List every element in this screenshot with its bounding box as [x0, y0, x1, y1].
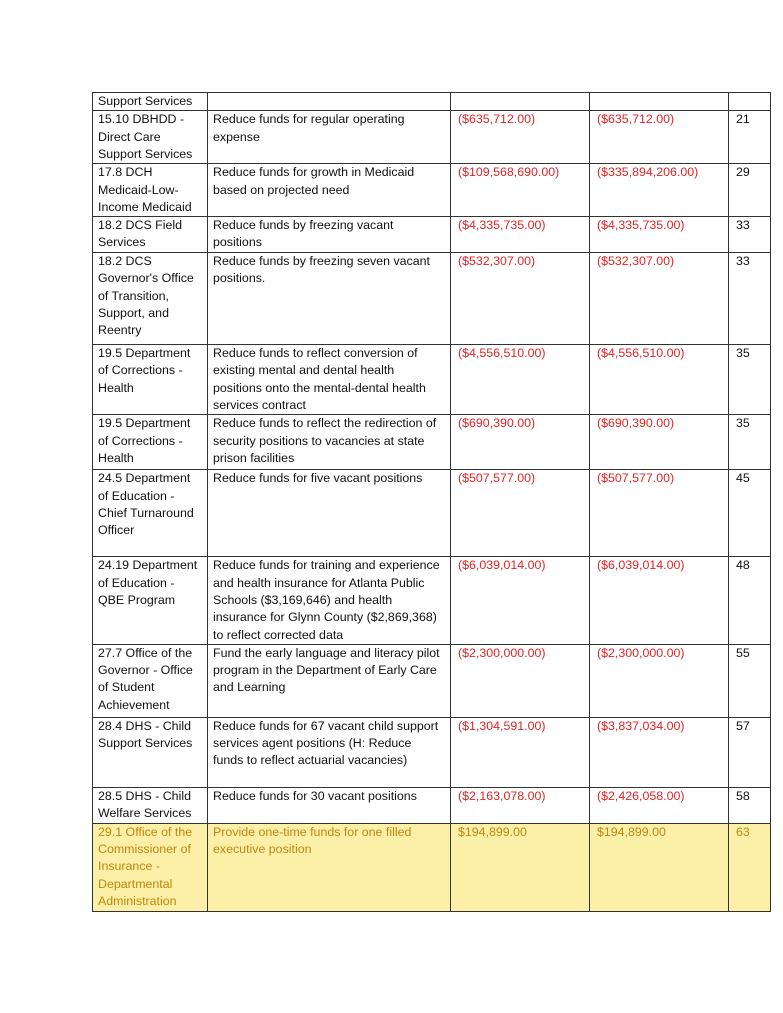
- table-row: [93, 415, 771, 470]
- amount-cell: ($635,712.00): [590, 111, 729, 164]
- description-cell: Reduce funds to reflect the redirection of security positions to vacancies at state prison facilities: [208, 415, 451, 470]
- document-page: [92, 92, 770, 912]
- table-row: [93, 787, 771, 823]
- amount-cell: $194,899.00: [590, 823, 729, 911]
- amount-cell: ($507,577.00): [590, 470, 729, 557]
- amount-cell: [451, 93, 590, 111]
- amount-cell: ($635,712.00): [451, 111, 590, 164]
- program-cell: 24.5 Department of Education - Chief Turnaround Officer: [93, 470, 208, 557]
- amount-cell: ($6,039,014.00): [451, 557, 590, 644]
- budget-table: [92, 92, 771, 912]
- table-row: [93, 557, 771, 644]
- page-number-cell: 63: [729, 823, 771, 911]
- page-number-cell: [729, 93, 771, 111]
- amount-cell: ($690,390.00): [451, 415, 590, 470]
- description-cell: Fund the early language and literacy pilot program in the Department of Early Care and Learning: [208, 644, 451, 717]
- amount-cell: ($532,307.00): [590, 253, 729, 345]
- amount-cell: ($109,568,690.00): [451, 164, 590, 217]
- description-cell: Reduce funds by freezing seven vacant positions.: [208, 253, 451, 345]
- amount-cell: ($2,426,058.00): [590, 787, 729, 823]
- amount-cell: [590, 93, 729, 111]
- program-cell: 24.19 Department of Education - QBE Program: [93, 557, 208, 644]
- description-cell: Reduce funds by freezing vacant positions: [208, 217, 451, 253]
- page-number-cell: 29: [729, 164, 771, 217]
- table-row: [93, 217, 771, 253]
- highlighted-table-row: [93, 823, 771, 911]
- amount-cell: ($690,390.00): [590, 415, 729, 470]
- page-number-cell: 35: [729, 415, 771, 470]
- program-cell: 19.5 Department of Corrections - Health: [93, 415, 208, 470]
- amount-cell: ($2,163,078.00): [451, 787, 590, 823]
- program-cell: 27.7 Office of the Governor - Office of Student Achievement: [93, 644, 208, 717]
- program-cell: 28.5 DHS - Child Welfare Services: [93, 787, 208, 823]
- program-cell: Support Services: [93, 93, 208, 111]
- amount-cell: ($4,556,510.00): [590, 345, 729, 415]
- page-number-cell: 33: [729, 253, 771, 345]
- table-row: [93, 470, 771, 557]
- description-cell: Reduce funds for five vacant positions: [208, 470, 451, 557]
- page-number-cell: 58: [729, 787, 771, 823]
- amount-cell: ($1,304,591.00): [451, 717, 590, 787]
- page-number-cell: 33: [729, 217, 771, 253]
- program-cell: 18.2 DCS Field Services: [93, 217, 208, 253]
- description-cell: Reduce funds for growth in Medicaid based on projected need: [208, 164, 451, 217]
- program-cell: 28.4 DHS - Child Support Services: [93, 717, 208, 787]
- amount-cell: ($4,335,735.00): [451, 217, 590, 253]
- page-number-cell: 35: [729, 345, 771, 415]
- amount-cell: ($532,307.00): [451, 253, 590, 345]
- program-cell: 15.10 DBHDD - Direct Care Support Services: [93, 111, 208, 164]
- description-cell: Reduce funds for 67 vacant child support services agent positions (H: Reduce funds to reflect actuarial vacancies): [208, 717, 451, 787]
- description-cell: Reduce funds for regular operating expense: [208, 111, 451, 164]
- amount-cell: ($335,894,206.00): [590, 164, 729, 217]
- page-number-cell: 21: [729, 111, 771, 164]
- amount-cell: ($4,335,735.00): [590, 217, 729, 253]
- description-cell: Reduce funds for training and experience and health insurance for Atlanta Public Schools ($3,169,646) and health insurance for Glynn County ($2,869,368) to reflect corrected data: [208, 557, 451, 644]
- description-cell: Provide one-time funds for one filled executive position: [208, 823, 451, 911]
- table-row: [93, 164, 771, 217]
- program-cell: 29.1 Office of the Commissioner of Insurance - Departmental Administration: [93, 823, 208, 911]
- amount-cell: $194,899.00: [451, 823, 590, 911]
- amount-cell: ($2,300,000.00): [451, 644, 590, 717]
- table-row: [93, 111, 771, 164]
- amount-cell: ($507,577.00): [451, 470, 590, 557]
- description-cell: Reduce funds for 30 vacant positions: [208, 787, 451, 823]
- table-row: [93, 644, 771, 717]
- program-cell: 17.8 DCH Medicaid-Low-Income Medicaid: [93, 164, 208, 217]
- program-cell: 19.5 Department of Corrections - Health: [93, 345, 208, 415]
- page-number-cell: 55: [729, 644, 771, 717]
- table-row: [93, 717, 771, 787]
- amount-cell: ($4,556,510.00): [451, 345, 590, 415]
- page-number-cell: 57: [729, 717, 771, 787]
- table-row: [93, 253, 771, 345]
- page-number-cell: 48: [729, 557, 771, 644]
- amount-cell: ($6,039,014.00): [590, 557, 729, 644]
- description-cell: Reduce funds to reflect conversion of existing mental and dental health positions onto the mental-dental health services contract: [208, 345, 451, 415]
- program-cell: 18.2 DCS Governor's Office of Transition, Support, and Reentry: [93, 253, 208, 345]
- table-row: [93, 93, 771, 111]
- page-number-cell: 45: [729, 470, 771, 557]
- amount-cell: ($2,300,000.00): [590, 644, 729, 717]
- amount-cell: ($3,837,034.00): [590, 717, 729, 787]
- description-cell: [208, 93, 451, 111]
- table-row: [93, 345, 771, 415]
